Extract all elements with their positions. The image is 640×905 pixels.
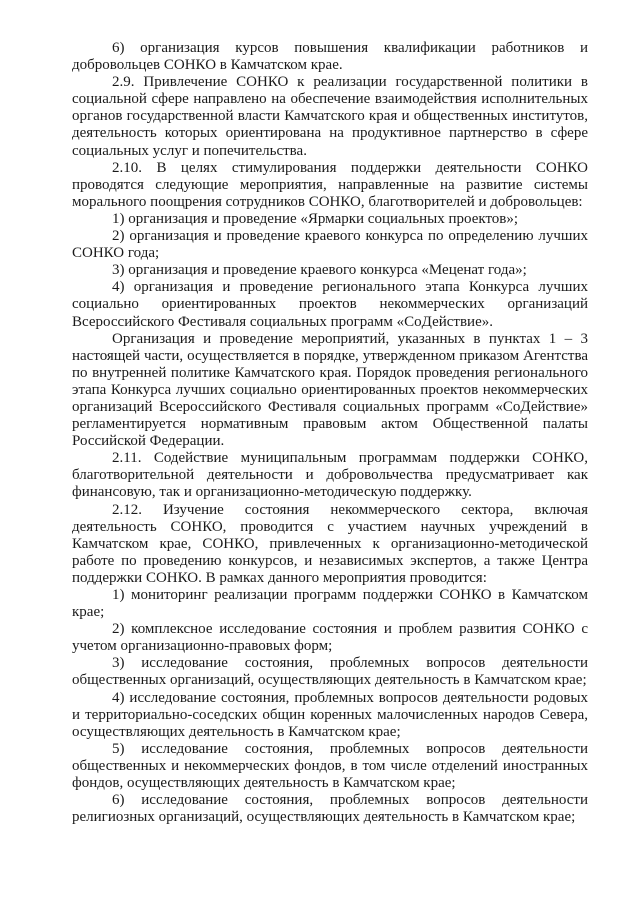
list-item: 6) исследование состояния, проблемных вопросов деятельности религиозных организаций, осуществляющих деятельность в Камчатском крае; (72, 792, 588, 826)
document-page (72, 40, 588, 826)
paragraph-events-order: Организация и проведение мероприятий, указанных в пунктах 1 – 3 настоящей части, осуществляется в порядке, утвержденном приказом Агентства по внутренней политике Камчатского края. Порядок проведения регионального этапа Конкурса лучших социально ориентированных проектов некоммерческих организаций Всероссийского Фестиваля социальных программ «СоДействие» регламентируется нормативным правовым актом Общественной палаты Российской Федерации. (72, 330, 588, 450)
list-item: 3) исследование состояния, проблемных вопросов деятельности общественных организаций, осуществляющих деятельность в Камчатском крае; (72, 655, 588, 689)
list-item: 5) исследование состояния, проблемных вопросов деятельности общественных и некоммерческих фондов, в том числе отделений иностранных фондов, осуществляющих деятельность в Камчатском крае; (72, 740, 588, 792)
list-item: 2) комплексное исследование состояния и проблем развития СОНКО с учетом организационно-правовых форм; (72, 621, 588, 655)
list-item: 1) организация и проведение «Ярмарки социальных проектов»; (112, 210, 519, 227)
list-item: 1) мониторинг реализации программ поддержки СОНКО в Камчатском крае; (72, 587, 588, 621)
list-item: 4) организация и проведение регионального этапа Конкурса лучших социально ориентированных проектов некоммерческих организаций Всероссийского Фестиваля социальных программ «СоДействие». (72, 279, 588, 330)
list-item: 3) организация и проведение краевого конкурса «Меценат года»; (112, 262, 527, 279)
paragraph-2-11: 2.11. Содействие муниципальным программам поддержки СОНКО, благотворительной деятельности и добровольчества предусматривает как финансовую, так и организационно-методическую поддержку. (72, 450, 588, 501)
paragraph-2-12: 2.12. Изучение состояния некоммерческого сектора, включая деятельность СОНКО, проводится с участием научных учреждений в Камчатском крае, СОНКО, привлеченных к организационно-методической работе по проведению конкурсов, и независимых экспертов, а также Центра поддержки СОНКО. В рамках данного мероприятия проводится: (72, 501, 588, 586)
list-item: 2) организация и проведение краевого конкурса по определению лучших СОНКО года; (72, 228, 588, 262)
list-item: 4) исследование состояния, проблемных вопросов деятельности родовых и территориально-соседских общин коренных малочисленных народов Севера, осуществляющих деятельность в Камчатском крае; (72, 689, 588, 740)
paragraph-2-10: 2.10. В целях стимулирования поддержки деятельности СОНКО проводятся следующие мероприятия, направленные на развитие системы морального поощрения сотрудников СОНКО, благотворителей и добровольцев: (72, 159, 588, 210)
paragraph-item-6-courses: 6) организация курсов повышения квалификации работников и добровольцев СОНКО в Камчатском крае. (72, 40, 588, 74)
paragraph-2-9: 2.9. Привлечение СОНКО к реализации государственной политики в социальной сфере направлено на обеспечение взаимодействия исполнительных органов государственной власти Камчатского края и общественных институтов, деятельность которых ориентирована на продуктивное партнерство в сфере социальных услуг и попечительства. (72, 74, 588, 159)
